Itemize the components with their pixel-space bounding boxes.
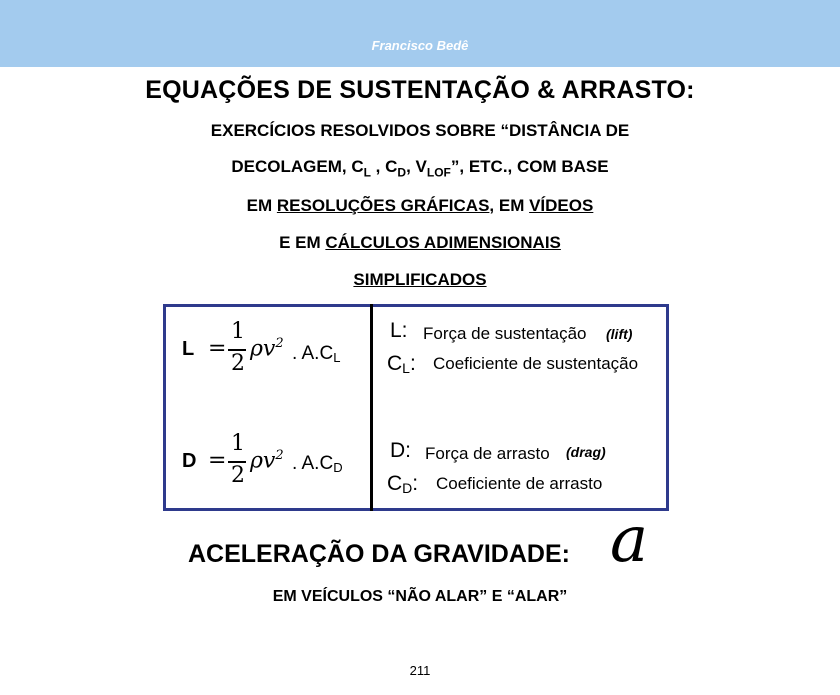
legend-L-desc: Força de sustentação (423, 324, 587, 343)
subtitle-line-4 (0, 233, 840, 253)
subtitle-text: , V (406, 157, 427, 176)
subtitle-text: E EM (279, 233, 326, 252)
subscript: L (402, 360, 410, 376)
underlined-text: VÍDEOS (529, 196, 594, 215)
lift-coefficient (292, 343, 340, 365)
subtitle-text: ”, ETC., COM BASE (450, 157, 609, 176)
subscript: LOF (426, 165, 451, 180)
drag-coefficient (292, 453, 343, 475)
legend-D-symbol: D: (390, 439, 411, 462)
coef-text: . A.C (292, 453, 334, 474)
rho-v-text: ρv (250, 448, 276, 474)
subscript: D (402, 480, 413, 496)
subtitle-text: DECOLAGEM, C (231, 157, 364, 176)
lift-var: L (182, 338, 195, 360)
legend-D-tag: (drag) (566, 444, 606, 460)
acceleration-subtitle: EM VEÍCULOS “NÃO ALAR” E “ALAR” (272, 588, 568, 605)
subtitle-line-1: EXERCÍCIOS RESOLVIDOS SOBRE “DISTÂNCIA DE (210, 121, 630, 140)
equals-sign: = (208, 448, 227, 473)
exponent: 2 (275, 336, 284, 351)
fraction-numerator: 1 (231, 431, 245, 456)
colon: : (412, 472, 419, 495)
header-bar (0, 0, 840, 67)
underlined-text: RESOLUÇÕES GRÁFICAS (276, 196, 490, 215)
page-number: 211 (409, 663, 431, 678)
subtitle-text: , EM (489, 196, 530, 215)
acceleration-title: ACELERAÇÃO DA GRAVIDADE: (188, 540, 570, 568)
rho-v-text: ρv (250, 336, 276, 362)
legend-CD-desc: Coeficiente de arrasto (436, 474, 603, 493)
subscript: D (397, 165, 407, 180)
subscript: L (333, 350, 341, 365)
rho-v (250, 336, 284, 361)
fraction-denominator: 2 (231, 351, 245, 376)
subtitle-line-3 (0, 196, 840, 216)
drag-var: D (182, 450, 197, 472)
box-divider (370, 304, 373, 511)
exponent: 2 (275, 448, 284, 463)
subscript: L (363, 165, 371, 180)
legend-CL-symbol (387, 352, 416, 376)
subtitle-text: EM (246, 196, 277, 215)
subtitle-text: , C (370, 157, 398, 176)
fraction-denominator: 2 (231, 463, 245, 488)
symbol-text: C (387, 472, 403, 495)
legend-CD-symbol (387, 472, 418, 496)
coef-text: . A.C (292, 343, 334, 364)
rho-v (250, 448, 284, 473)
colon: : (409, 352, 416, 375)
underlined-text: CÁLCULOS ADIMENSIONAIS (325, 233, 561, 252)
legend-CL-desc: Coeficiente de sustentação (433, 354, 639, 373)
legend-L-symbol: L: (390, 319, 408, 342)
page-title: EQUAÇÕES DE SUSTENTAÇÃO & ARRASTO: (145, 76, 695, 104)
symbol-text: C (387, 352, 403, 375)
subscript: D (333, 460, 343, 475)
underlined-text: SIMPLIFICADOS (353, 270, 487, 289)
subtitle-line-2 (0, 157, 840, 179)
equals-sign: = (208, 336, 227, 361)
fraction-numerator: 1 (231, 319, 245, 344)
author-name: Francisco Bedê (371, 38, 469, 53)
subtitle-line-5 (0, 270, 840, 290)
legend-D-desc: Força de arrasto (425, 444, 550, 463)
legend-L-tag: (lift) (606, 326, 633, 342)
acceleration-symbol: a (610, 503, 649, 577)
